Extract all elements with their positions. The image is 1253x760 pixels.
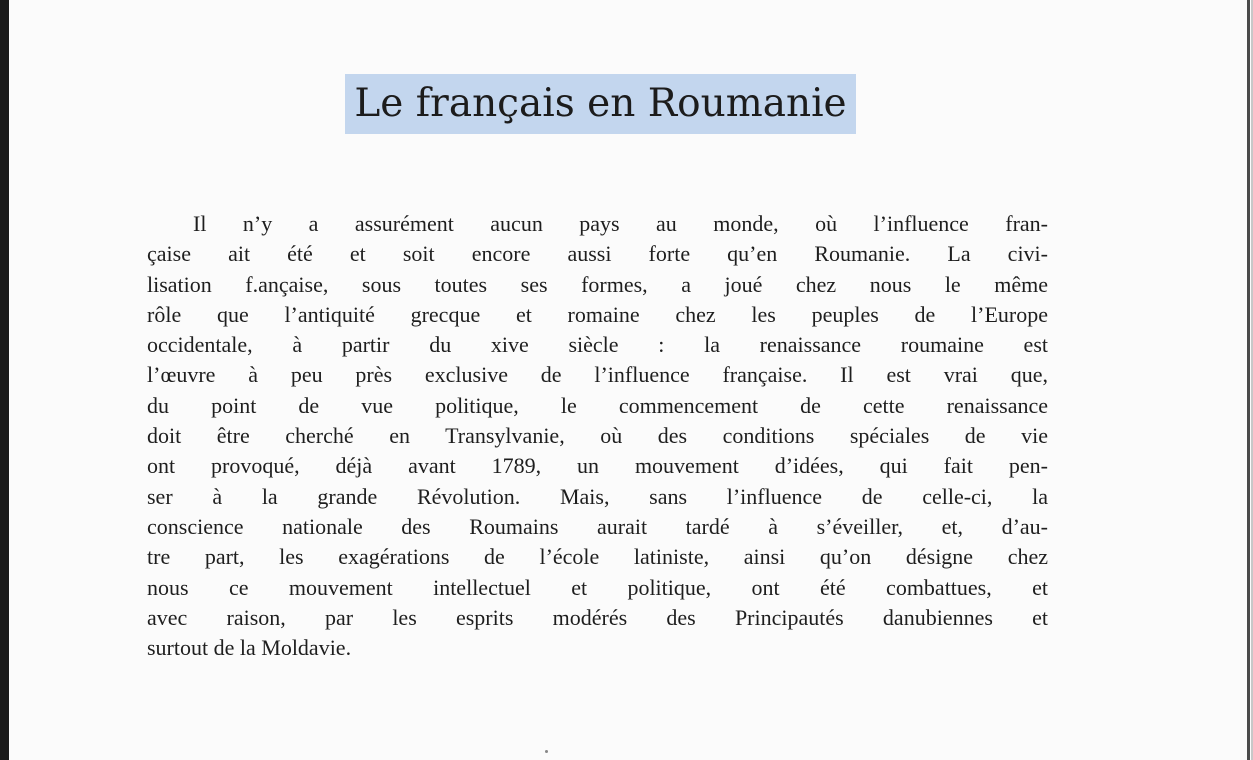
paragraph-line: lisation f.ançaise, sous toutes ses formes, a joué chez nous le même xyxy=(147,271,1048,297)
page-title[interactable]: Le français en Roumanie xyxy=(354,81,847,126)
paragraph-line: conscience nationale des Roumains aurait tardé à s’éveiller, et, d’au- xyxy=(147,513,1048,539)
page-left-edge xyxy=(0,0,9,760)
paragraph-line: nous ce mouvement intellectuel et politique, ont été combattues, et xyxy=(147,574,1048,600)
page-right-edge xyxy=(1247,0,1250,760)
paragraph-line: Il n’y a assurément aucun pays au monde, où l’influence fran- xyxy=(193,211,1048,236)
print-speck xyxy=(545,750,548,753)
paragraph-line: çaise ait été et soit encore aussi forte qu’en Roumanie. La civi- xyxy=(147,241,1048,267)
paragraph-line: ont provoqué, déjà avant 1789, un mouvement d’idées, qui fait pen- xyxy=(147,453,1048,479)
paragraph-line: tre part, les exagérations de l’école latiniste, ainsi qu’on désigne chez xyxy=(147,544,1048,570)
paragraph-line: rôle que l’antiquité grecque et romaine chez les peuples de l’Europe xyxy=(147,301,1048,327)
paragraph-line: du point de vue politique, le commencement de cette renaissance xyxy=(147,392,1048,418)
paragraph-line: avec raison, par les esprits modérés des Principautés danubiennes et xyxy=(147,604,1048,630)
paragraph-line: doit être cherché en Transylvanie, où des conditions spéciales de vie xyxy=(147,423,1048,449)
paragraph-line: ser à la grande Révolution. Mais, sans l’influence de celle-ci, la xyxy=(147,483,1048,509)
paragraph xyxy=(147,209,1048,663)
paragraph-line: surtout de la Moldavie. xyxy=(147,635,352,661)
paragraph-line: occidentale, à partir du xive siècle : la renaissance roumaine est xyxy=(147,332,1048,358)
paragraph-line: l’œuvre à peu près exclusive de l’influence française. Il est vrai que, xyxy=(147,362,1048,388)
